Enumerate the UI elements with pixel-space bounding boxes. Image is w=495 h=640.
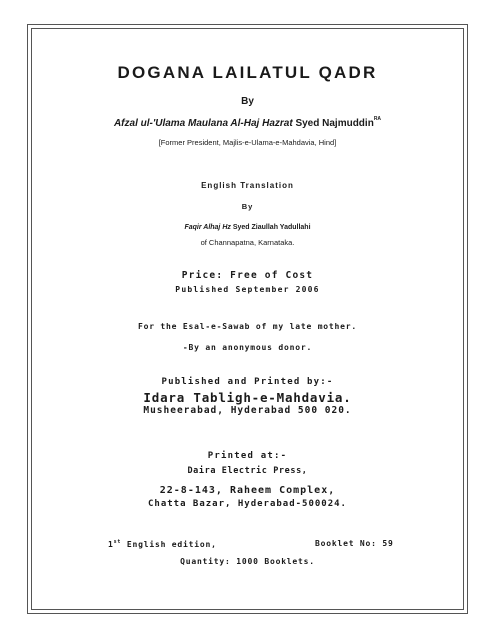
- edition-suffix: st: [113, 539, 122, 545]
- book-title: DOGANA LAILATUL QADR: [117, 63, 378, 82]
- edition-label: English edition,: [126, 540, 217, 549]
- publisher-label: Published and Printed by:-: [161, 377, 334, 387]
- author-name: Syed Najmuddin: [295, 118, 374, 129]
- publisher-name: Idara Tabligh-e-Mahdavia.: [143, 390, 352, 405]
- author-title: Afzal ul-'Ulama Maulana Al-Haj Hazrat: [113, 118, 293, 129]
- published-date: Published September 2006: [175, 285, 320, 294]
- translation-label: English Translation: [201, 181, 294, 190]
- edition-text: [108, 539, 217, 549]
- author-note: [Former President, Majlis-e-Ulama-e-Mahdavia, Hind]: [158, 138, 337, 147]
- translation-by-label: By: [241, 202, 254, 211]
- publisher-address: Musheerabad, Hyderabad 500 020.: [143, 405, 352, 416]
- donor-text: -By an anonymous donor.: [182, 343, 313, 352]
- printer-address-2: Chatta Bazar, Hyderabad-500024.: [148, 499, 347, 509]
- author-line: [31, 117, 464, 130]
- dedication-text: For the Esal-e-Sawab of my late mother.: [137, 322, 358, 331]
- edition-number: 1: [108, 540, 114, 549]
- booklet-number: Booklet No: 59: [315, 539, 394, 548]
- printer-address-1: 22-8-143, Raheem Complex,: [159, 485, 336, 496]
- translator-line: [31, 224, 464, 232]
- by-label: By: [241, 96, 254, 107]
- translator-name: Syed Ziaullah Yadullahi: [232, 224, 311, 231]
- page-border-inner: [31, 28, 464, 610]
- price-text: Price: Free of Cost: [181, 270, 314, 281]
- translator-title: Faqir Alhaj Hz: [184, 224, 231, 231]
- printer-label: Printed at:-: [207, 451, 288, 461]
- translator-place: of Channapatna, Karnataka.: [200, 238, 295, 247]
- quantity-text: Quantity: 1000 Booklets.: [180, 557, 315, 566]
- printer-name: Daira Electric Press,: [187, 466, 308, 476]
- author-honorific: RA: [373, 116, 382, 122]
